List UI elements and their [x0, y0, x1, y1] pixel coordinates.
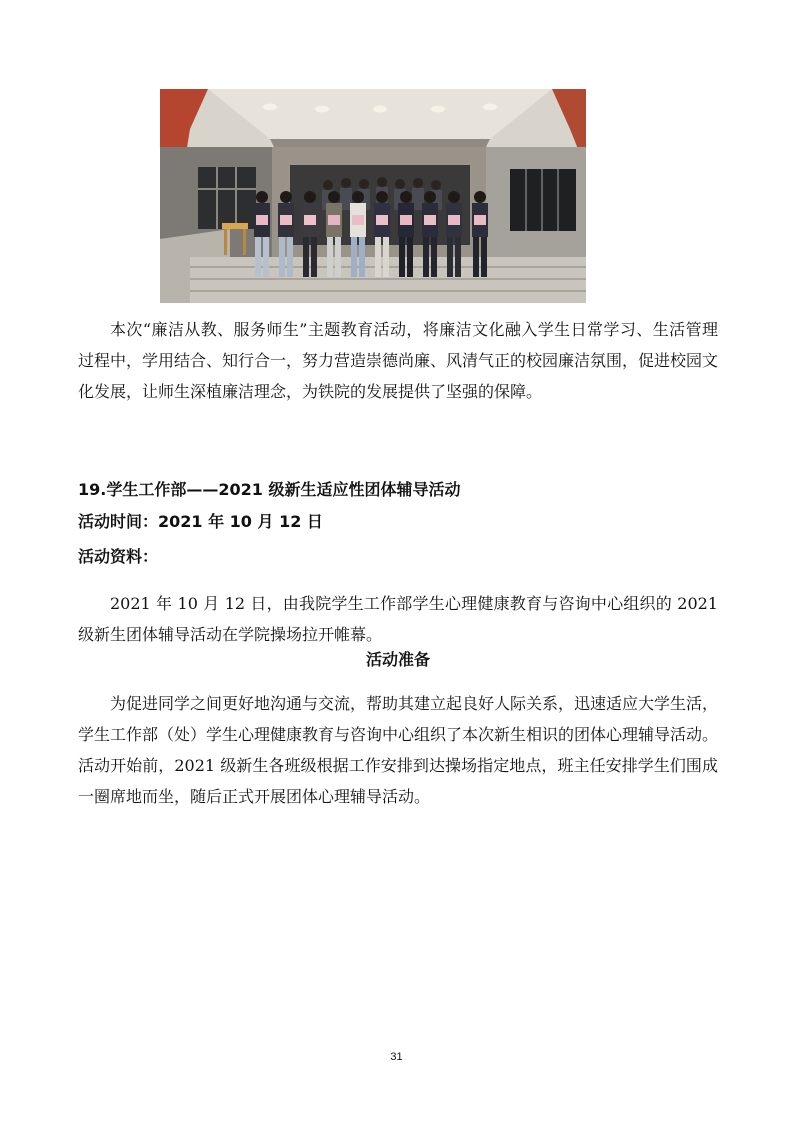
paragraph-clean-culture: 本次“廉洁从教、服务师生”主题教育活动，将廉洁文化融入学生日常学习、生活管理过程中，学用结合、知行合一，努力营造崇德尚廉、风清气正的校园廉洁氛围，促进校园文化发展，让师生深植廉洁理念，为铁院的发展提供了坚强的保障。 [78, 320, 719, 401]
paragraph-preparation: 为促进同学之间更好地沟通与交流，帮助其建立起良好人际关系，迅速适应大学生活，学生工作部（处）学生心理健康教育与咨询中心组织了本次新生相识的团体心理辅导活动。活动开始前，2021 级新生各班级根据工作安排到达操场指定地点，班主任安排学生们围成一圈席地而坐，随后正式开展团体心理辅导活动。 [78, 694, 719, 806]
activity-materials-label: 活动资料： [78, 547, 159, 566]
activity-time: 活动时间：2021 年 10 月 12 日 [78, 512, 323, 531]
group-photo [160, 89, 586, 303]
paragraph-activity-intro: 2021 年 10 月 12 日，由我院学生工作部学生心理健康教育与咨询中心组织的 2021 级新生团体辅导活动在学院操场拉开帷幕。 [78, 594, 718, 644]
page-number: 31 [390, 1051, 403, 1063]
section-title: 19.学生工作部——2021 级新生适应性团体辅导活动 [78, 480, 461, 499]
group-photo-illustration [160, 89, 586, 303]
subheading-preparation: 活动准备 [365, 650, 430, 669]
